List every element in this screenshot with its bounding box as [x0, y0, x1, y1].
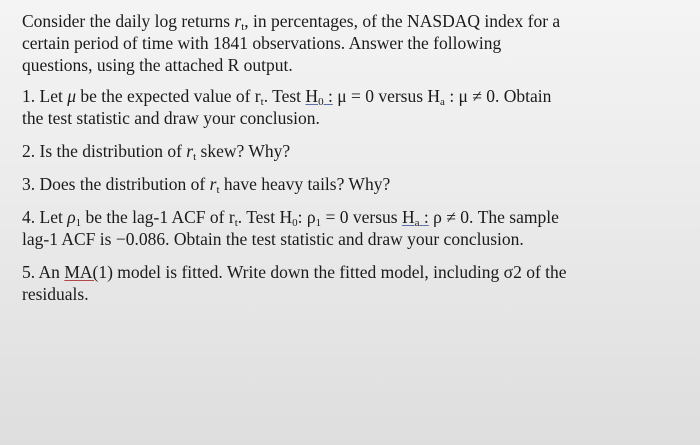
q2-line-1 [22, 140, 682, 162]
question-text [22, 10, 682, 316]
var-r: r [234, 11, 242, 31]
q1-text-a: 1. Let [22, 86, 63, 106]
sub-t: t [234, 217, 238, 229]
q1-text-c: . Test [263, 86, 302, 106]
q4-line-1 [22, 206, 682, 228]
q2-text-b: skew? Why? [200, 141, 291, 161]
ha-underlined [402, 207, 429, 227]
var-r: r [186, 141, 194, 161]
q1-text-b: be the expected value of r [80, 86, 261, 106]
q2-text-a: 2. Is the distribution of [22, 141, 182, 161]
rho-sub: 1 [75, 217, 82, 229]
q1-line-2: the test statistic and draw your conclusion. [22, 108, 320, 128]
q3-text-a: 3. Does the distribution of [22, 174, 206, 194]
intro-line-1 [22, 10, 682, 32]
q5-line-1 [22, 261, 682, 283]
intro-line-2: certain period of time with 1841 observations. Answer the following [22, 33, 502, 53]
q4-line-2: lag-1 ACF is −0.086. Obtain the test statistic and draw your conclusion. [22, 229, 524, 249]
sub-t: t [241, 21, 245, 33]
question-4 [22, 206, 682, 250]
mu-symbol: μ [67, 86, 76, 106]
intro-text: Consider the daily log returns [22, 11, 231, 31]
ha-sub: a [414, 217, 420, 229]
q5-line-2: residuals. [22, 284, 89, 304]
q4-text-a: 4. Let [22, 207, 63, 227]
question-1 [22, 85, 682, 129]
rho-symbol: ρ [67, 207, 76, 227]
h0-underlined [305, 86, 332, 106]
q1-text-e: μ = 0 versus H [337, 86, 441, 106]
q1-line-1 [22, 85, 682, 107]
h0-letter: H [305, 86, 319, 106]
sub-t: t [193, 151, 197, 163]
var-r: r [209, 174, 217, 194]
intro-text-tail: , in percentages, of the NASDAQ index for a [244, 11, 561, 31]
question-2 [22, 140, 682, 162]
colon: : [423, 207, 429, 227]
q3-text-b: have heavy tails? Why? [223, 174, 391, 194]
ha-sub: a [440, 96, 445, 108]
question-3 [22, 173, 682, 195]
intro-line-3: questions, using the attached R output. [22, 55, 293, 75]
q4-text-d: : ρ [297, 207, 316, 227]
q1-text-f: : μ ≠ 0. Obtain [449, 86, 552, 106]
q5-text-a: 5. An [22, 262, 60, 282]
sub-t: t [260, 96, 264, 108]
ma-underlined: MA( [64, 262, 99, 282]
intro-paragraph [22, 10, 682, 76]
q3-line-1 [22, 173, 682, 195]
rho-sub: 1 [315, 217, 322, 229]
q4-text-f: ρ ≠ 0. The sample [433, 207, 559, 227]
q4-text-c: . Test H [237, 207, 293, 227]
h0-sub: 0 [292, 217, 298, 229]
q4-text-b: be the lag-1 ACF of r [85, 207, 235, 227]
q4-text-e: = 0 versus [325, 207, 398, 227]
h0-sub: 0 [318, 96, 324, 108]
ha-letter: H [401, 207, 415, 227]
sub-t: t [216, 184, 220, 196]
q5-text-b: 1) model is fitted. Write down the fitted model, including σ2 of the [98, 262, 567, 282]
question-5 [22, 261, 682, 305]
colon: : [327, 86, 333, 106]
